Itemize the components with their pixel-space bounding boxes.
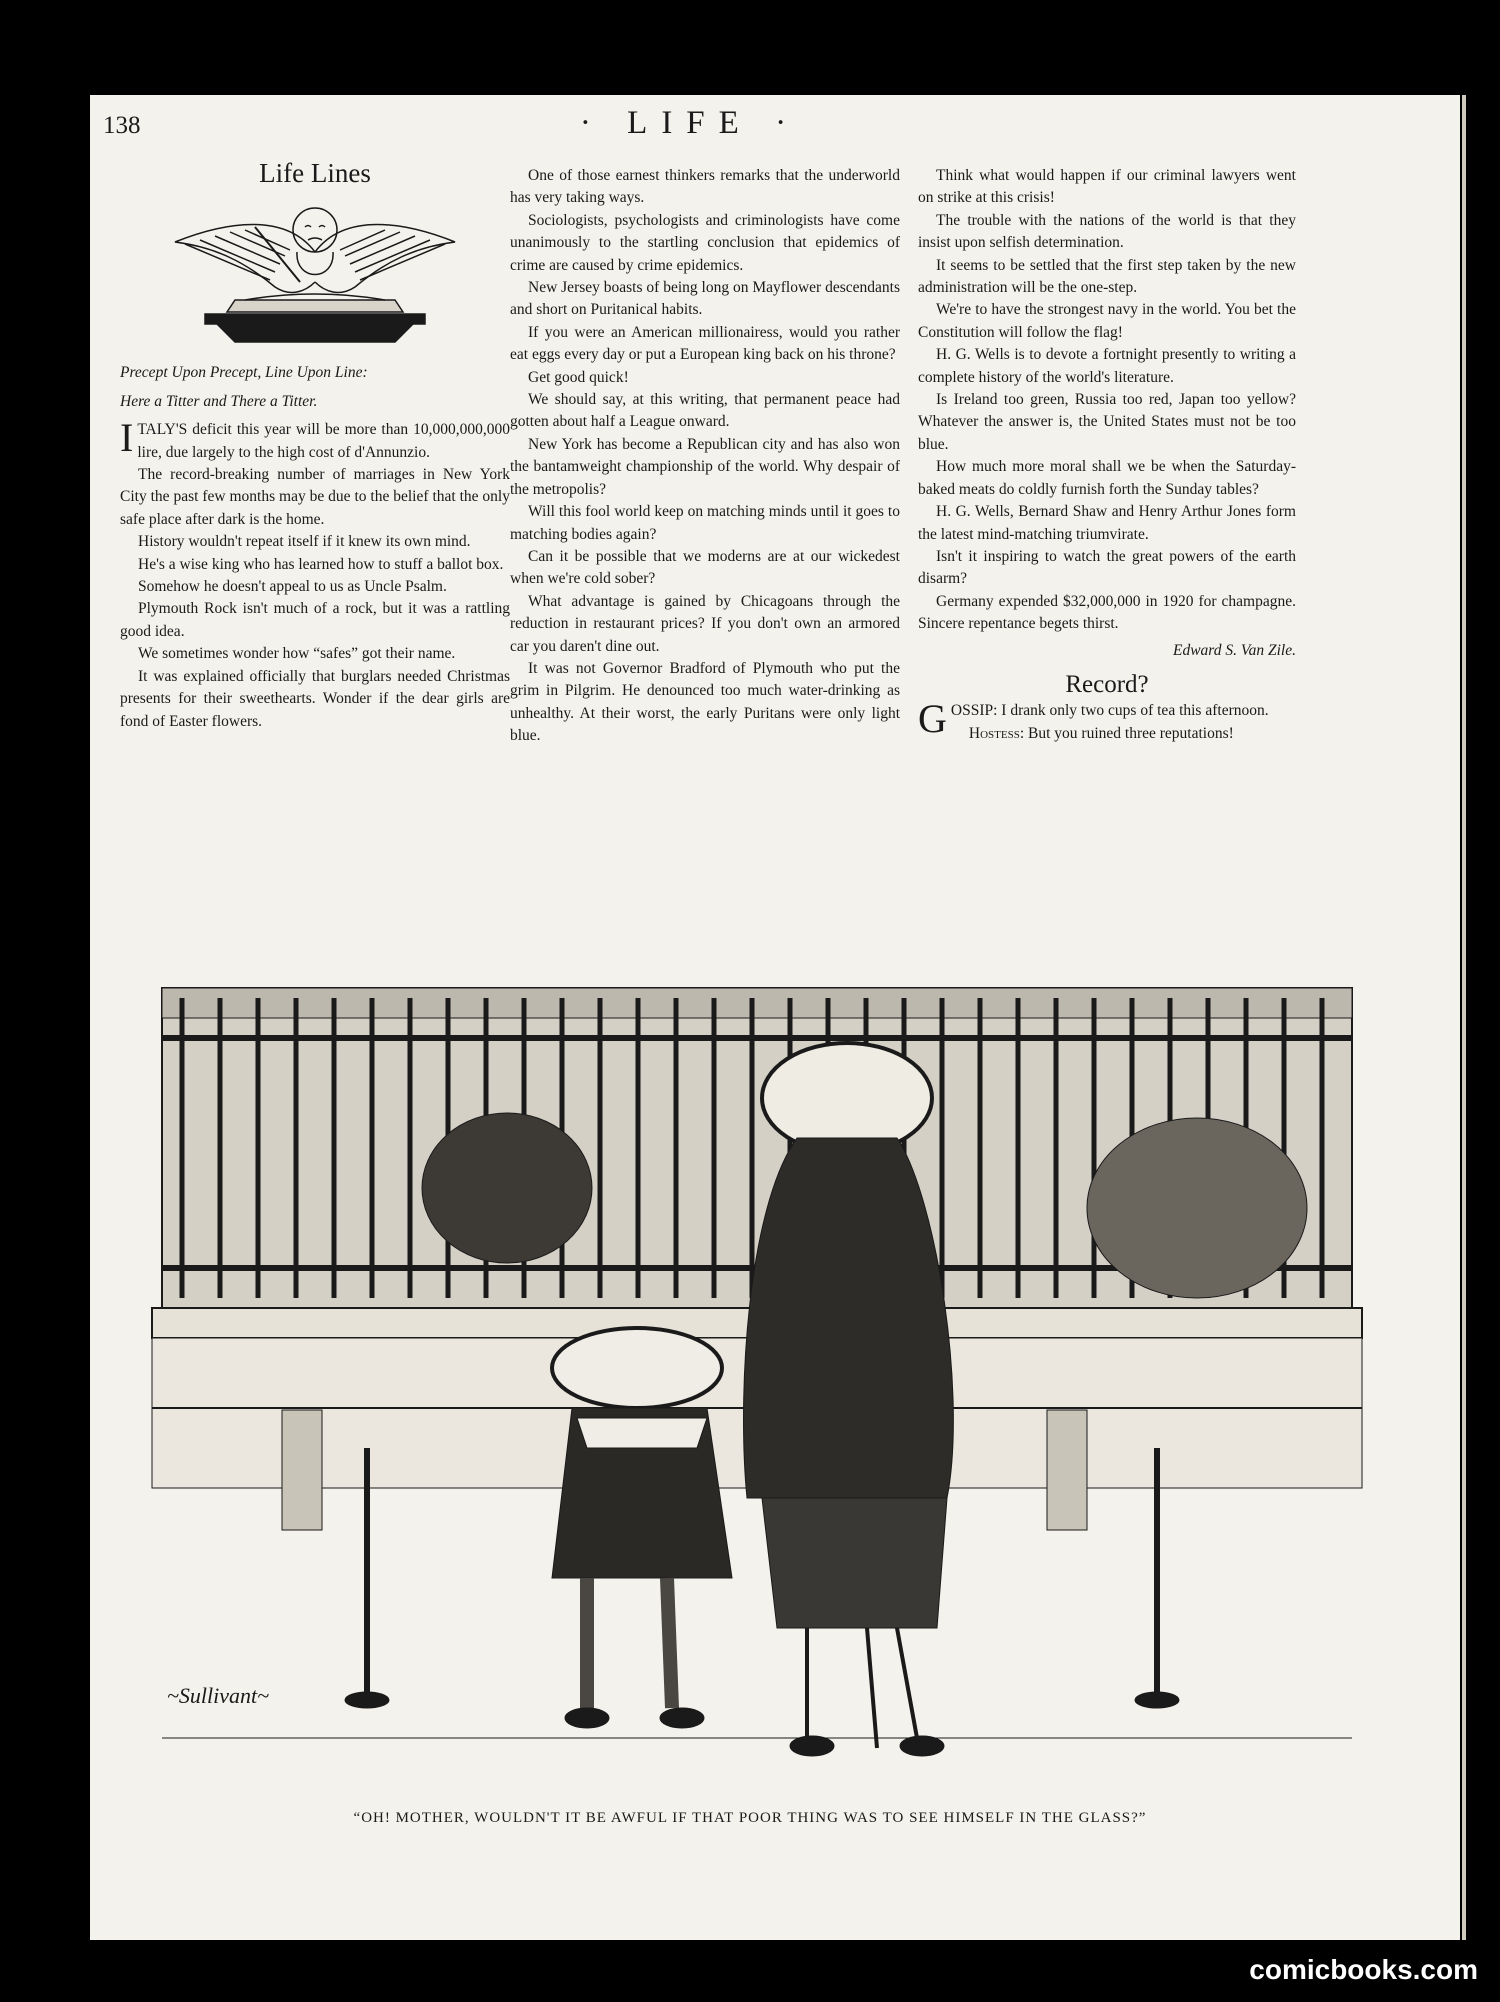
paragraph: How much more moral shall we be when the Saturday-baked meats do coldly furnish forth the Sunday tables? xyxy=(918,458,1296,498)
artist-signature: ~Sullivant~ xyxy=(167,1683,270,1708)
paragraph: Can it be possible that we moderns are at our wickedest when we're cold sober? xyxy=(510,547,900,588)
column-1 xyxy=(120,160,510,733)
paragraph: The record-breaking number of marriages in New York City the past few months may be due to the belief that the only safe place after dark is the home. xyxy=(120,466,510,528)
paragraph: We're to have the strongest navy in the world. You bet the Constitution will follow the flag! xyxy=(918,301,1296,341)
gossip-label: OSSIP: xyxy=(950,702,998,720)
paragraph: New York has become a Republican city and has also won the bantamweight championship of the world. Why despair of the metropolis? xyxy=(510,435,900,498)
paragraph: What advantage is gained by Chicagoans through the reduction in restaurant prices? If you don't own an armored car you daren't dine out. xyxy=(510,592,900,655)
drop-cap: I xyxy=(120,415,134,461)
author-signature: Edward S. Van Zile. xyxy=(1172,641,1296,659)
adjacent-page-edge xyxy=(1462,95,1500,1940)
paragraph: H. G. Wells, Bernard Shaw and Henry Arthur Jones form the latest mind-matching triumvirate. xyxy=(918,503,1296,543)
section-title: Life Lines xyxy=(259,158,371,188)
paragraph: Somehow he doesn't appeal to us as Uncle Psalm. xyxy=(138,578,447,596)
paragraph: History wouldn't repeat itself if it knew its own mind. xyxy=(138,533,471,551)
zoo-cartoon-illustration xyxy=(107,978,1377,1788)
paragraph: Plymouth Rock isn't much of a rock, but it was a rattling good idea. xyxy=(120,600,510,640)
paragraph: It seems to be settled that the first step taken by the new administration will be the one-step. xyxy=(918,256,1296,297)
motto-line-1: Precept Upon Precept, Line Upon Line: xyxy=(120,364,368,382)
masthead: · LIFE · xyxy=(579,105,801,141)
paragraph: Sociologists, psychologists and criminologists have come unanimously to the startling conclusion that epidemics of crime are caused by crime epidemics. xyxy=(510,211,900,274)
paragraph: Is Ireland too green, Russia too red, Japan too yellow? Whatever the answer is, the United States must not be too blue. xyxy=(918,391,1296,453)
opening-paragraph xyxy=(120,415,510,464)
hostess-line xyxy=(918,723,1296,745)
paragraph: Isn't it inspiring to watch the great powers of the earth disarm? xyxy=(918,547,1296,588)
paragraph: It was not Governor Bradford of Plymouth who put the grim in Pilgrim. He denounced too much water-drinking as unhealthy. At their worst, the early Puritans were only light blue. xyxy=(510,659,900,745)
cherub-illustration xyxy=(165,192,465,352)
paragraph: H. G. Wells is to devote a fortnight presently to writing a complete history of the world's literature. xyxy=(918,346,1296,386)
paragraph: We should say, at this writing, that permanent peace had gotten about half a League onward. xyxy=(510,391,900,431)
motto-line-2: Here a Titter and There a Titter. xyxy=(120,392,318,410)
paragraph: New Jersey boasts of being long on Mayflower descendants and short on Puritanical habits. xyxy=(510,279,900,319)
opening-text: TALY'S deficit this year will be more than 10,000,000,000 lire, due largely to the high cost of d'Annunzio. xyxy=(137,421,510,461)
drop-cap: G xyxy=(918,696,947,742)
paragraph: Will this fool world keep on matching minds until it goes to matching bodies again? xyxy=(510,503,900,543)
column-2 xyxy=(510,165,900,748)
paragraph: The trouble with the nations of the world is that they insist upon selfish determination. xyxy=(918,211,1296,252)
hostess-label: Hostess: xyxy=(968,724,1025,742)
watermark: comicbooks.com xyxy=(1249,1954,1478,1985)
paragraph: One of those earnest thinkers remarks that the underworld has very taking ways. xyxy=(510,167,900,207)
paragraph: It was explained officially that burglars needed Christmas presents for their sweethearts. Wonder if the dear girls are fond of Easter flowers. xyxy=(120,667,510,730)
paragraph: If you were an American millionairess, would you rather eat eggs every day or put a European king back on his throne? xyxy=(510,323,900,364)
paragraph: We sometimes wonder how “safes” got their name. xyxy=(138,645,456,663)
paragraph: Think what would happen if our criminal lawyers went on strike at this crisis! xyxy=(918,167,1296,207)
paragraph: Germany expended $32,000,000 in 1920 for champagne. Sincere repentance begets thirst. xyxy=(918,592,1296,633)
column-3 xyxy=(918,165,1296,745)
cartoon-caption: “OH! MOTHER, WOULDN'T IT BE AWFUL IF THAT POOR THING WAS TO SEE HIMSELF IN THE GLASS?” xyxy=(353,1810,1147,1826)
paragraph: Get good quick! xyxy=(528,368,629,386)
paragraph: He's a wise king who has learned how to stuff a ballot box. xyxy=(138,555,504,573)
record-title: Record? xyxy=(1065,670,1149,698)
page-number: 138 xyxy=(103,112,141,139)
gossip-text: I drank only two cups of tea this afternoon. xyxy=(1001,702,1269,720)
hostess-text: But you ruined three reputations! xyxy=(1028,724,1234,742)
